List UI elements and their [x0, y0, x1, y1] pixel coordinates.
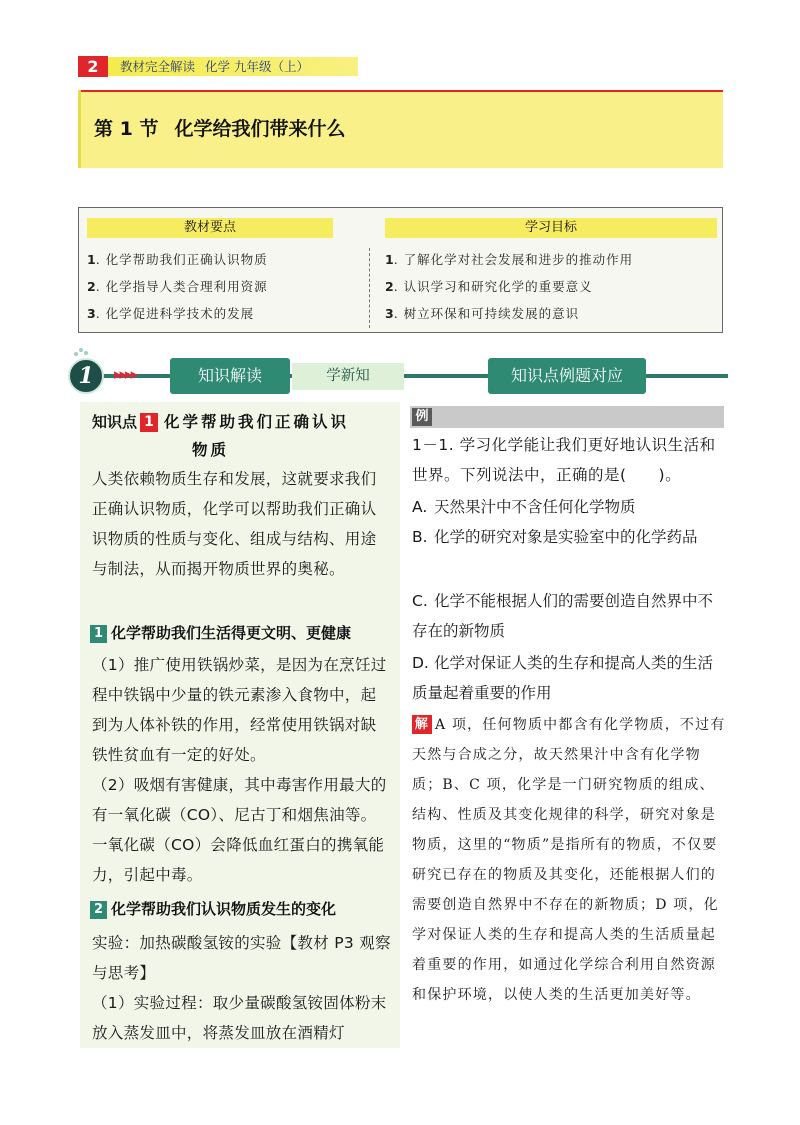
option-c: C. 化学不能根据人们的需要创造自然界中不存在的新物质	[412, 592, 714, 640]
page-number: 2	[78, 56, 108, 77]
solution-text: A 项，任何物质中都含有化学物质，不过有天然与合成之分，故天然果汁中含有化学物质；B、C 项，化学是一门研究物质的组成、结构、性质及其变化规律的科学，研究对象是物质，这里的“物质”是指所有的物质，不仅要研究已存在的物质及其变化，还能根据人们的需要创造自然界中不存在的新物质；D 项，化学对保证人类的生存和提高人类的生活质量起着重要的作用，如通过化学综合利用自然资源和保护环境，以使人类的生活更加美好等。	[412, 717, 726, 1003]
section-title: 化学给我们带来什么	[174, 118, 346, 140]
learning-goal-item: 2. 认识学习和研究化学的重要意义	[385, 279, 593, 294]
knowledge-point-title: 化学帮助我们正确认识	[164, 413, 350, 431]
subheading-2-number: 2	[90, 901, 107, 919]
knowledge-point-title-cont: 物质	[192, 441, 230, 459]
paragraph-iron-pot: （1）推广使用铁锅炒菜，是因为在烹饪过程中铁锅中少量的铁元素渗入食物中，起到为人体补铁的作用，经常使用铁锅对缺铁性贫血有一定的好处。	[92, 656, 387, 764]
subheading-2: 2 化学帮助我们认识物质发生的变化	[90, 898, 336, 919]
decor-dots-icon	[74, 348, 84, 358]
section-title-band	[78, 90, 723, 168]
subheading-1-number: 1	[90, 625, 107, 643]
key-points-list	[87, 246, 357, 327]
paragraph-smoking: （2）吸烟有害健康，其中毒害作用最大的有一氧化碳（CO）、尼古丁和烟焦油等。一氧化碳（CO）会降低血红蛋白的携氧能力，引起中毒。	[92, 776, 387, 884]
paragraph-procedure: （1）实验过程：取少量碳酸氢铵固体粉末放入蒸发皿中，将蒸发皿放在酒精灯	[92, 994, 387, 1042]
knowledge-point-heading	[92, 408, 392, 464]
example-bar	[410, 406, 724, 428]
knowledge-panel	[80, 402, 400, 1048]
intro-paragraph: 人类依赖物质生存和发展，这就要求我们正确认识物质，化学可以帮助我们正确认识物质的性质与变化、组成与结构、用途与制法，从而揭开物质世界的奥秘。	[92, 470, 377, 578]
option-a: A. 天然果汁中不含任何化学物质	[412, 498, 636, 516]
option-d: D. 化学对保证人类的生存和提高人类的生活质量起着重要的作用	[412, 654, 714, 702]
example-tag: 例	[412, 408, 432, 426]
section-top-rule	[78, 90, 723, 92]
goals-divider	[369, 248, 371, 328]
learning-goal-item: 3. 树立环保和可持续发展的意识	[385, 306, 580, 321]
paragraph-experiment: 实验：加热碳酸氢铵的实验【教材 P3 观察与思考】	[92, 934, 391, 982]
key-points-heading: 教材要点	[87, 218, 333, 238]
example-question: 1－1. 学习化学能让我们更好地认识生活和世界。下列说法中，正确的是( )。	[412, 436, 716, 484]
option-b: B. 化学的研究对象是实验室中的化学药品	[412, 528, 698, 546]
key-point-item: 2. 化学指导人类合理利用资源	[87, 279, 268, 294]
section-badge: 1	[68, 358, 104, 394]
book-title: 教材完全解读	[120, 59, 196, 74]
knowledge-banner	[68, 354, 728, 399]
key-point-item: 1. 化学帮助我们正确认识物质	[87, 252, 268, 267]
section-number: 第 1 节	[94, 118, 159, 140]
learning-goals-heading: 学习目标	[385, 218, 717, 238]
arrows-icon: ▸▸▸▸	[114, 365, 137, 383]
learning-goal-item: 1. 了解化学对社会发展和进步的推动作用	[385, 252, 634, 267]
tab-examples: 知识点例题对应	[488, 358, 646, 394]
goals-box	[78, 207, 723, 333]
tab-knowledge-explained: 知识解读	[170, 358, 290, 394]
section-side-rule	[78, 90, 81, 168]
solution-tag: 解	[412, 715, 432, 734]
subheading-1: 1 化学帮助我们生活得更文明、更健康	[90, 622, 351, 643]
solution	[412, 710, 726, 1010]
tab-learn-new: 学新知	[292, 363, 404, 390]
learning-goals-list	[385, 246, 715, 327]
knowledge-point-number: 1	[140, 413, 158, 432]
running-header	[108, 57, 358, 76]
example-panel	[410, 402, 726, 1052]
subject-grade: 化学 九年级（上）	[205, 59, 309, 74]
knowledge-point-label: 知识点	[92, 413, 138, 431]
key-point-item: 3. 化学促进科学技术的发展	[87, 306, 255, 321]
section-heading	[94, 114, 345, 141]
